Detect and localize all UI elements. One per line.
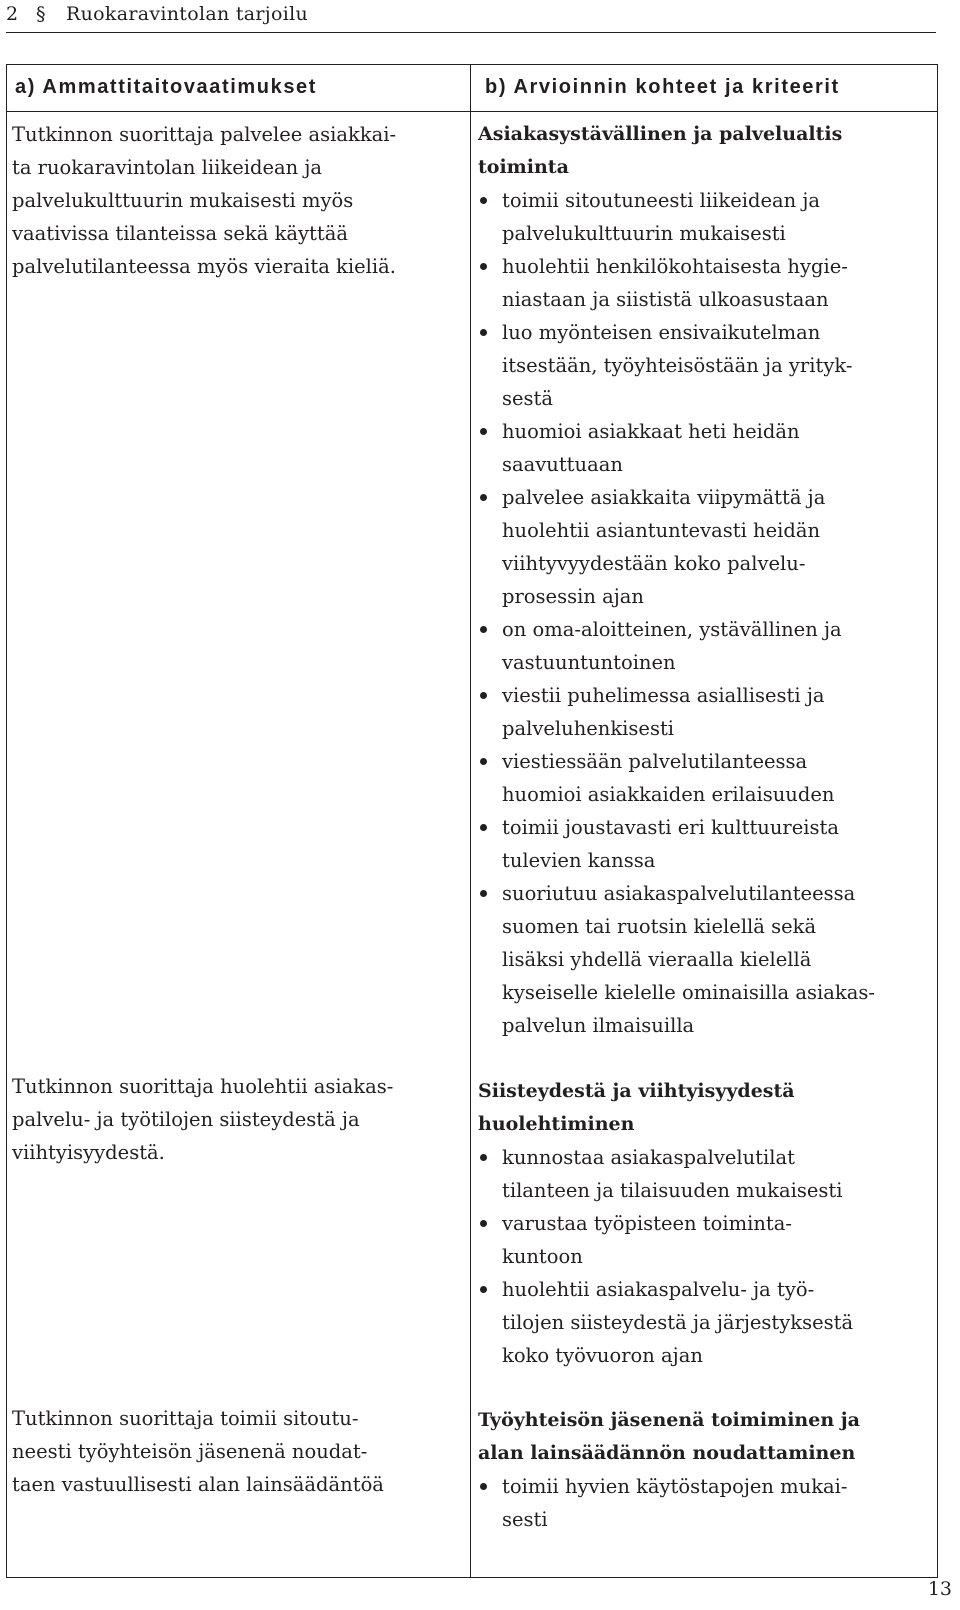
table-header-row — [7, 65, 937, 112]
criteria-item-line: huomioi asiakkaat heti heidän — [502, 420, 800, 443]
criteria-list-item — [478, 1273, 918, 1372]
criteria-list-item — [478, 679, 918, 745]
criteria-list-item — [478, 415, 918, 481]
criteria-item-line: huolehtii asiakaspalvelu- ja työ- — [502, 1278, 815, 1301]
criteria-item-line: saavuttuaan — [502, 453, 623, 476]
requirement-line: palvelukulttuurin mukaisesti myös — [12, 189, 354, 212]
bullet-icon — [480, 758, 487, 765]
bullet-icon — [480, 824, 487, 831]
requirement-text — [12, 1070, 452, 1169]
criteria-item-line: sestä — [502, 387, 554, 410]
criteria-item-line: suomen tai ruotsin kielellä sekä — [502, 915, 817, 938]
bullet-icon — [480, 1220, 487, 1227]
criteria-item-line: lisäksi yhdellä vieraalla kielellä — [502, 948, 812, 971]
criteria-list-item — [478, 613, 918, 679]
header-criteria: b) Arvioinnin kohteet ja kriteerit — [485, 76, 840, 98]
criteria-item-line: viihtyvyydestään koko palvelu- — [502, 552, 806, 575]
criteria-section-title: huolehtiminen — [478, 1113, 635, 1135]
criteria-item-line: itsestään, työyhteisöstään ja yrityk- — [502, 354, 853, 377]
criteria-item-line: palvelukulttuurin mukaisesti — [502, 222, 786, 245]
criteria-list-item — [478, 1141, 918, 1207]
criteria-item-line: toimii sitoutuneesti liikeidean ja — [502, 189, 821, 212]
bullet-icon — [480, 197, 487, 204]
criteria-item-line: kyseiselle kielelle ominaisilla asiakas- — [502, 981, 875, 1004]
criteria-item-line: toimii joustavasti eri kulttuureista — [502, 816, 839, 839]
criteria-section-title: Asiakasystävällinen ja palvelualtis — [478, 123, 843, 145]
criteria-list-item — [478, 811, 918, 877]
bullet-icon — [480, 263, 487, 270]
criteria-item-line: tilojen siisteydestä ja järjestyksestä — [502, 1311, 854, 1334]
requirement-text — [12, 1402, 452, 1501]
bullet-icon — [480, 890, 487, 897]
criteria-item-line: toimii hyvien käytöstapojen mukai- — [502, 1475, 848, 1498]
criteria-list-item — [478, 316, 918, 415]
criteria-list-item — [478, 481, 918, 613]
criteria-item-line: tulevien kanssa — [502, 849, 656, 872]
criteria-item-line: tilanteen ja tilaisuuden mukaisesti — [502, 1179, 843, 1202]
criteria-item-line: palvelun ilmaisuilla — [502, 1014, 695, 1037]
header-requirements: a) Ammattitaitovaatimukset — [15, 76, 318, 98]
criteria-list-item — [478, 250, 918, 316]
criteria-item-line: viestii puhelimessa asiallisesti ja — [502, 684, 825, 707]
criteria-item-line: palvelee asiakkaita viipymättä ja — [502, 486, 826, 509]
criteria-section — [478, 1075, 918, 1372]
running-head-title: Ruokaravintolan tarjoilu — [66, 3, 308, 25]
criteria-item-line: kuntoon — [502, 1245, 583, 1268]
criteria-list-item — [478, 1470, 918, 1536]
criteria-item-line: viestiessään palvelutilanteessa — [502, 750, 808, 773]
requirement-line: Tutkinnon suorittaja palvelee asiakkai- — [12, 123, 397, 146]
section-sign-icon: § — [36, 3, 46, 25]
criteria-item-line: varustaa työpisteen toiminta- — [502, 1212, 792, 1235]
criteria-section-title: Siisteydestä ja viihtyisyydestä — [478, 1080, 795, 1102]
page-number: 13 — [927, 1578, 952, 1600]
criteria-list-item — [478, 184, 918, 250]
bullet-icon — [480, 494, 487, 501]
bullet-icon — [480, 1286, 487, 1293]
criteria-item-line: kunnostaa asiakaspalvelutilat — [502, 1146, 795, 1169]
criteria-item-line: huolehtii henkilökohtaisesta hygie- — [502, 255, 848, 278]
criteria-item-line: huomioi asiakkaiden erilaisuuden — [502, 783, 835, 806]
requirement-line: Tutkinnon suorittaja huolehtii asiakas- — [12, 1075, 394, 1098]
requirement-line: palvelu- ja työtilojen siisteydestä ja — [12, 1108, 360, 1131]
column-divider — [470, 65, 471, 1577]
bullet-icon — [480, 1154, 487, 1161]
criteria-section — [478, 1404, 918, 1536]
criteria-item-line: sesti — [502, 1508, 548, 1531]
criteria-item-line: suoriutuu asiakaspalvelutilanteessa — [502, 882, 856, 905]
criteria-item-line: luo myönteisen ensivaikutelman — [502, 321, 821, 344]
requirement-line: viihtyisyydestä. — [12, 1141, 165, 1164]
criteria-section-title: alan lainsäädännön noudattaminen — [478, 1442, 856, 1464]
criteria-list-item — [478, 877, 918, 1042]
criteria-section-title: Työyhteisön jäsenenä toimiminen ja — [478, 1409, 860, 1431]
bullet-icon — [480, 626, 487, 633]
requirement-line: taen vastuullisesti alan lainsäädäntöä — [12, 1473, 384, 1496]
criteria-item-line: palveluhenkisesti — [502, 717, 675, 740]
criteria-item-line: niastaan ja siististä ulkoasustaan — [502, 288, 829, 311]
criteria-section — [478, 118, 918, 1042]
criteria-item-line: prosessin ajan — [502, 585, 644, 608]
criteria-item-line: huolehtii asiantuntevasti heidän — [502, 519, 821, 542]
criteria-item-line: vastuuntuntoinen — [502, 651, 676, 674]
bullet-icon — [480, 692, 487, 699]
bullet-icon — [480, 329, 487, 336]
running-head-page-number: 2 — [6, 3, 19, 25]
criteria-item-line: on oma-aloitteinen, ystävällinen ja — [502, 618, 842, 641]
requirement-line: vaativissa tilanteissa sekä käyttää — [12, 222, 348, 245]
criteria-section-title: toiminta — [478, 156, 569, 178]
requirement-line: palvelutilanteessa myös vieraita kieliä. — [12, 255, 396, 278]
criteria-list-item — [478, 1207, 918, 1273]
requirement-line: neesti työyhteisön jäsenenä noudat- — [12, 1440, 368, 1463]
criteria-item-line: koko työvuoron ajan — [502, 1344, 703, 1367]
requirement-text — [12, 118, 452, 283]
requirement-line: ta ruokaravintolan liikeidean ja — [12, 156, 323, 179]
bullet-icon — [480, 1483, 487, 1490]
bullet-icon — [480, 428, 487, 435]
criteria-list-item — [478, 745, 918, 811]
requirement-line: Tutkinnon suorittaja toimii sitoutu- — [12, 1407, 359, 1430]
running-head — [6, 0, 936, 33]
